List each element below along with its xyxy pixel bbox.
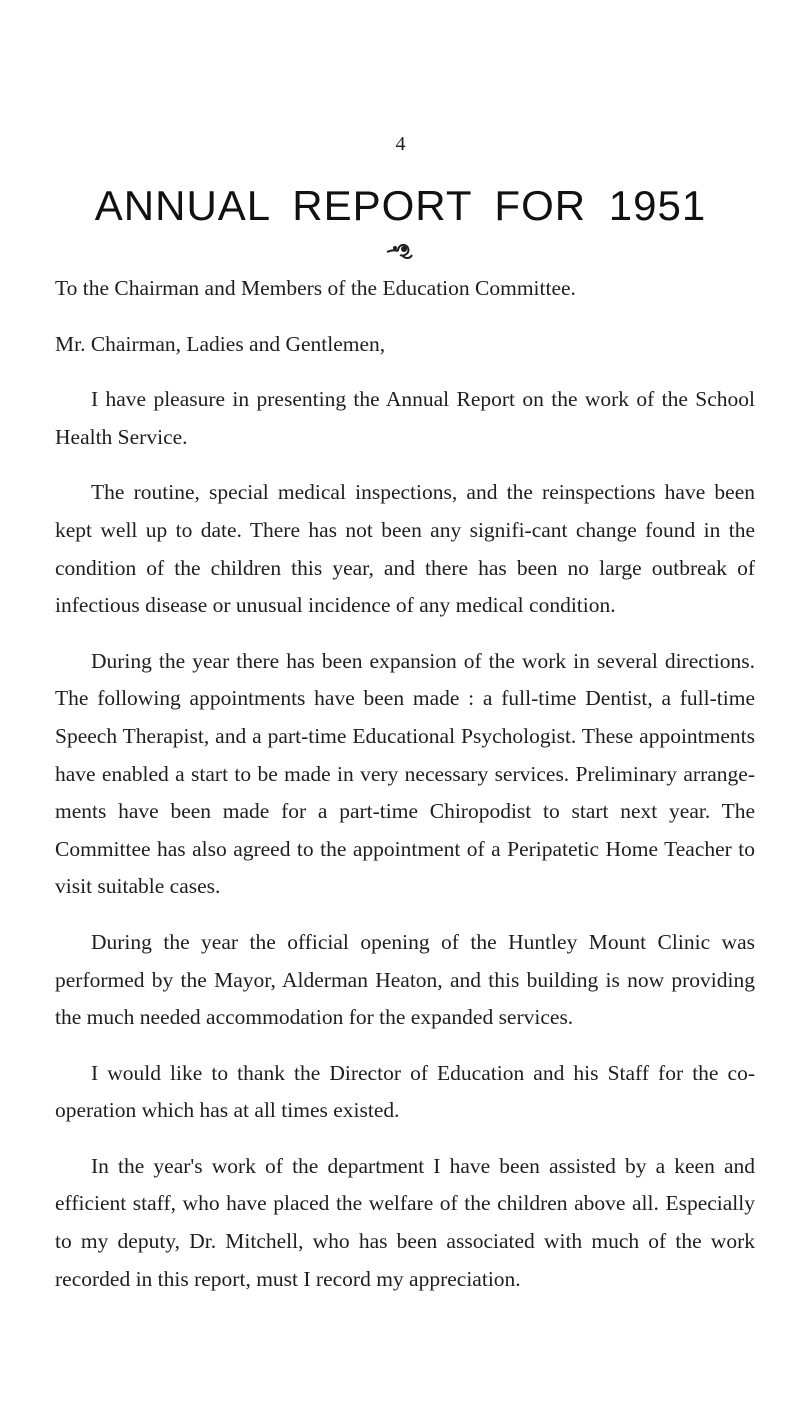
report-body <box>55 270 755 1298</box>
paragraph-thanks-director: I would like to thank the Director of Education and his Staff for the co-operation which has at all times existed. <box>55 1060 755 1123</box>
paragraph-expansion: During the year there has been expansion of the work in several directions. The following appointments have been made : a full-time Dentist, a full-time Speech Therapist, and a part-time Educational Psychologist. These appointments have enabled a start to be made in very necessary services. Preliminary arrange-ments have been made for a part-time Chiropodist to start next year. The Committee has also agreed to the appointment of a Peripatetic Home Teacher to visit suitable cases. <box>55 648 755 899</box>
paragraph-presenting: I have pleasure in presenting the Annual Report on the work of the School Health Service. <box>55 387 755 449</box>
fleuron-ornament-icon <box>384 240 416 262</box>
report-title: ANNUAL REPORT FOR 1951 <box>94 182 707 229</box>
paragraph-inspections: The routine, special medical inspections, and the reinspections have been kept well up to date. There has not been any signifi-cant change found in the condition of the children this year, and there has been no large outbreak of infectious disease or unusual incidence of any medical condition. <box>55 480 755 618</box>
salutation-line: Mr. Chairman, Ladies and Gentlemen, <box>55 331 386 356</box>
paragraph-clinic-opening: During the year the official opening of the Huntley Mount Clinic was performed by the Mayor, Alderman Heaton, and this building is now providing the much needed accommodation for the expanded services. <box>55 929 755 1030</box>
page-number: 4 <box>395 133 406 155</box>
addressee-line: To the Chairman and Members of the Education Committee. <box>55 276 576 300</box>
paragraph-staff-appreciation: In the year's work of the department I have been assisted by a keen and efficient staff, who have placed the welfare of the children above all. Especially to my deputy, Dr. Mitchell, who has been associated with much of the work recorded in this report, must I record my appreciation. <box>55 1153 755 1291</box>
